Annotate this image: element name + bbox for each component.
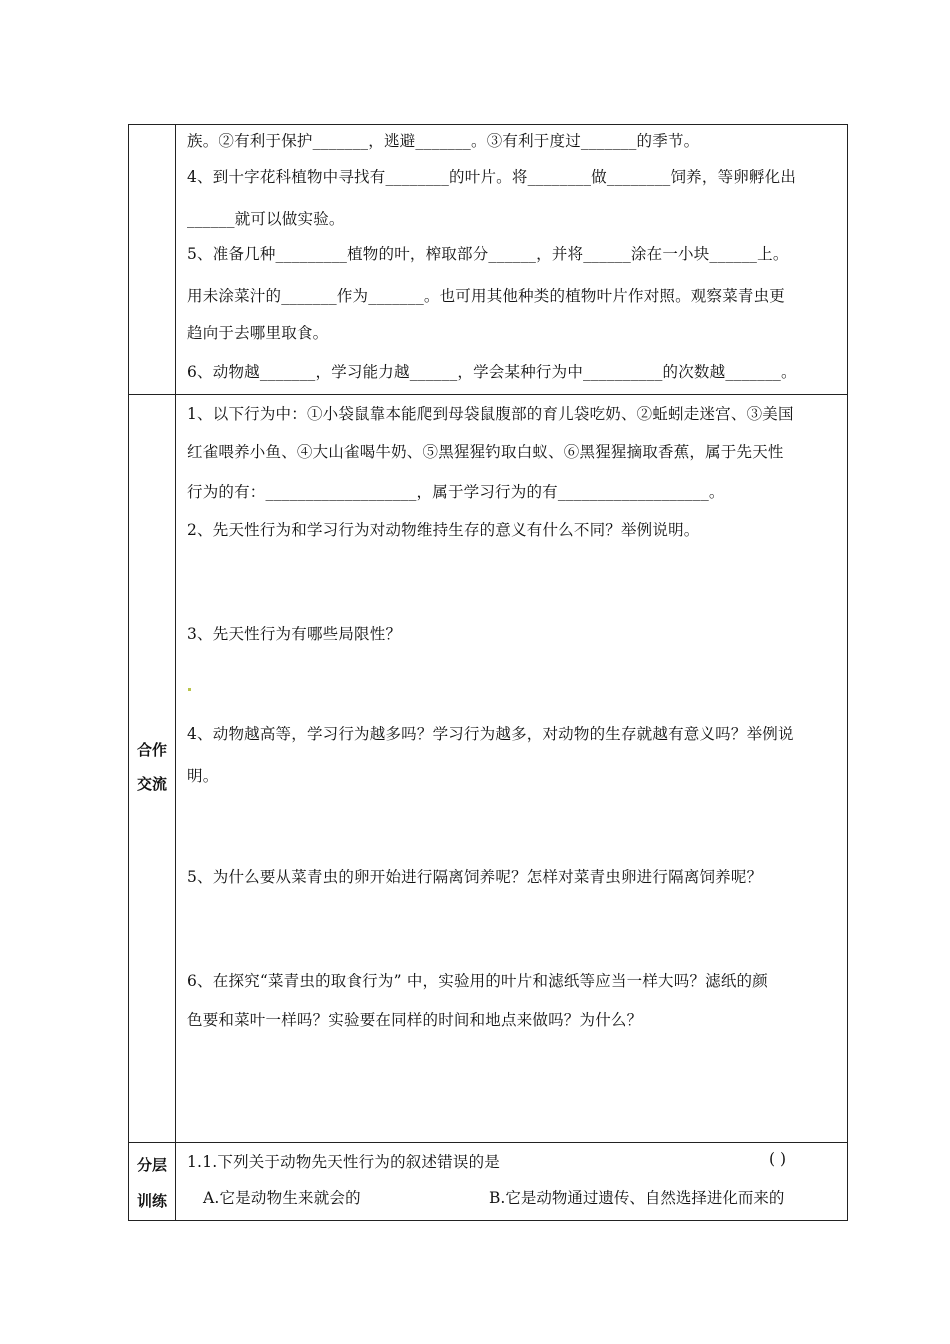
section-title-line: 交流 — [136, 775, 167, 793]
text-line: ______就可以做实验。 — [187, 210, 345, 228]
answer-bracket: ( ) — [769, 1150, 787, 1168]
question-2: 2、先天性行为和学习行为对动物维持生存的意义有什么不同？举例说明。 — [187, 521, 700, 539]
stray-mark — [188, 688, 191, 691]
text-line: 行为的有：___________________，属于学习行为的有___________________。 — [187, 483, 725, 501]
option-a: A.它是动物生来就会的 — [203, 1189, 361, 1207]
row-divider — [129, 1142, 847, 1143]
column-divider — [175, 125, 176, 1220]
option-b: B.它是动物通过遗传、自然选择进化而来的 — [489, 1189, 785, 1207]
question-3: 3、先天性行为有哪些局限性？ — [187, 625, 402, 643]
text-line: 6、动物越_______，学习能力越______，学会某种行为中__________的次数越_______。 — [187, 363, 797, 381]
text-line: 族。②有利于保护_______，逃避_______。③有利于度过_______的季节。 — [187, 132, 700, 150]
practice-question: 1.1.下列关于动物先天性行为的叙述错误的是 — [187, 1153, 500, 1171]
question-4: 4、动物越高等，学习行为越多吗？学习行为越多，对动物的生存就越有意义吗？举例说 — [187, 725, 794, 743]
worksheet-table — [128, 124, 848, 1221]
text-line: 用未涂菜汁的_______作为_______。也可用其他种类的植物叶片作对照。观察菜青虫更 — [187, 287, 786, 305]
text-line: 1、以下行为中：①小袋鼠靠本能爬到母袋鼠腹部的育儿袋吃奶、②蚯蚓走迷宫、③美国 — [187, 405, 794, 423]
text-line: 色要和菜叶一样吗？实验要在同样的时间和地点来做吗？为什么？ — [187, 1011, 643, 1029]
section-title-line: 训练 — [136, 1192, 167, 1210]
text-line: 明。 — [187, 767, 219, 785]
text-line: 5、准备几种_________植物的叶，榨取部分______，并将______涂在一小块______上。 — [187, 245, 789, 263]
section-title-line: 合作 — [136, 741, 167, 759]
text-line: 趋向于去哪里取食。 — [187, 324, 329, 342]
question-6: 6、在探究“菜青虫的取食行为” 中，实验用的叶片和滤纸等应当一样大吗？滤纸的颜 — [187, 972, 768, 990]
text-line: 红雀喂养小鱼、④大山雀喝牛奶、⑤黑猩猩钓取白蚁、⑥黑猩猩摘取香蕉，属于先天性 — [187, 443, 784, 461]
text-line: 4、到十字花科植物中寻找有________的叶片。将________做________饲养，等卵孵化出 — [187, 168, 797, 186]
section-title-practice — [129, 1147, 175, 1219]
section-title-cooperation — [129, 733, 175, 801]
section-title-line: 分层 — [136, 1156, 167, 1174]
question-5: 5、为什么要从菜青虫的卵开始进行隔离饲养呢？怎样对菜青虫卵进行隔离饲养呢？ — [187, 868, 763, 886]
row-divider — [129, 394, 847, 395]
